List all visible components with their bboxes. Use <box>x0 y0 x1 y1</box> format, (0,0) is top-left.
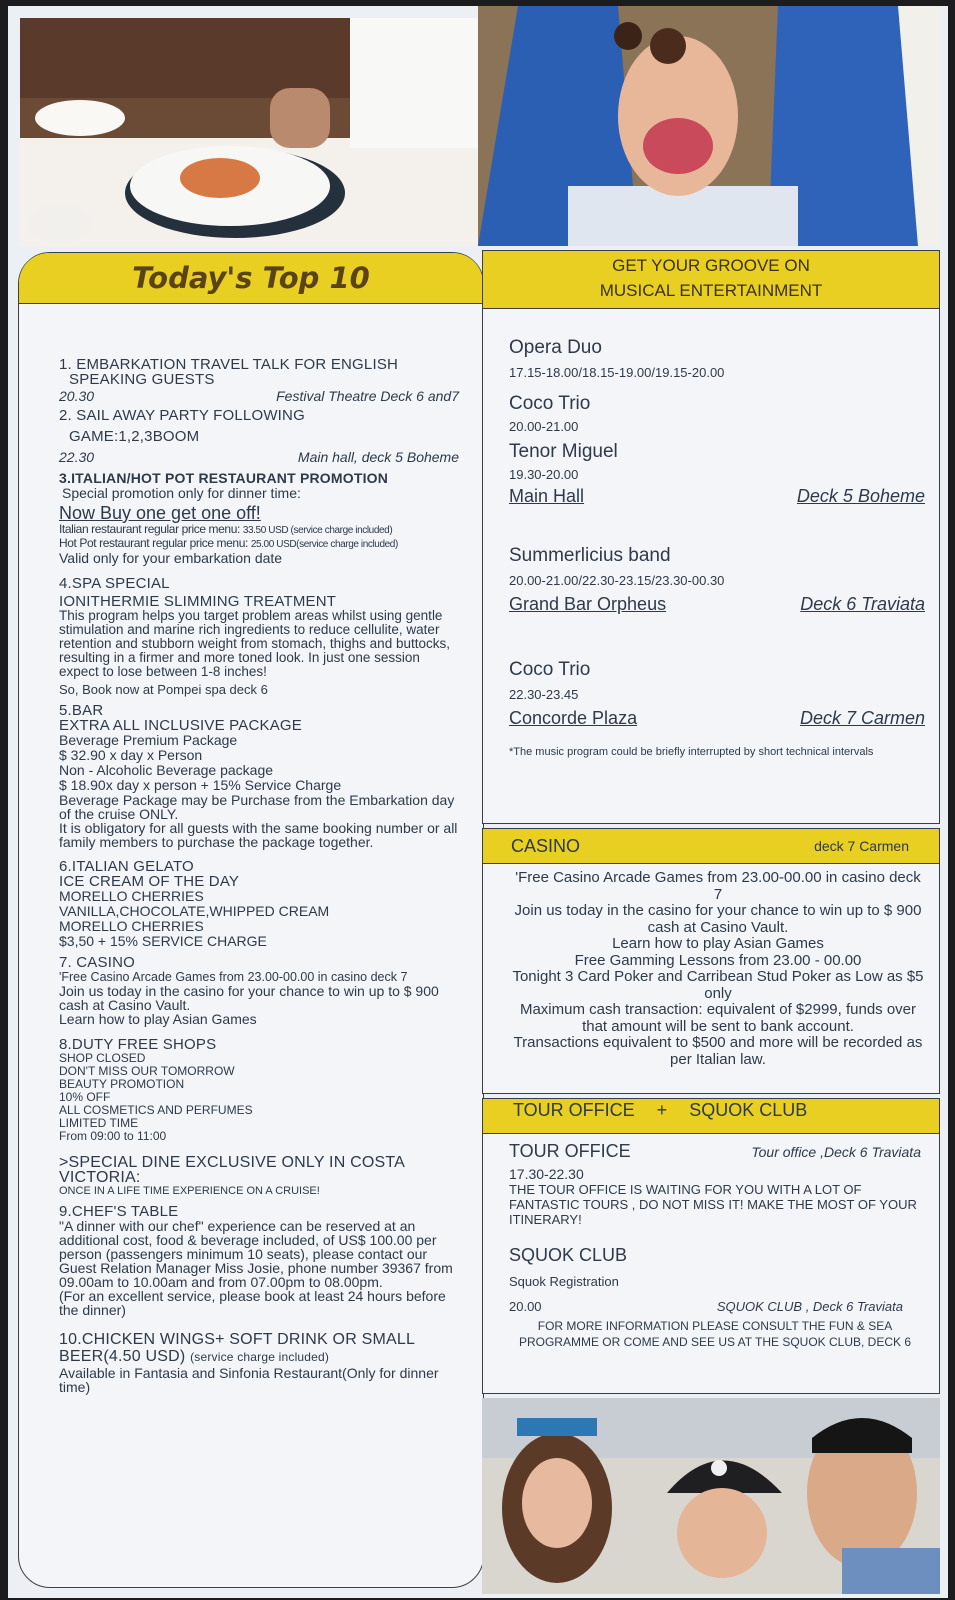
item-4-desc: This program helps you target problem areas whilst using gentle stimulation and marine rich ingredients to reduce cellulite, water retention and stubborn weight from stomach, thighs and buttocks, resulting in a firmer and more toned look. In just one session expect to lose between 1-8 inches! <box>59 608 450 679</box>
item-5-note1: Beverage Package may be Purchase from the Embarkation day of the cruise ONLY. <box>59 792 455 822</box>
opera-time: 17.15-18.00/18.15-19.00/19.15-20.00 <box>509 365 725 380</box>
tenor-name: Tenor Miguel <box>509 441 618 462</box>
item-9-title: 9.CHEF'S TABLE <box>59 1203 179 1220</box>
tour-office-time: 17.30-22.30 <box>509 1166 584 1182</box>
item-2-place: Main hall, deck 5 Boheme <box>297 449 459 465</box>
item-5-p2-price: $ 18.90x day x person + 15% Service Charge <box>59 777 342 793</box>
item-7-l3: Learn how to play Asian Games <box>59 1011 257 1027</box>
squok-loc: SQUOK CLUB , Deck 6 Traviata <box>716 1299 903 1314</box>
item-1-title-2: SPEAKING GUESTS <box>69 371 215 388</box>
tenor-time: 19.30-20.00 <box>509 467 579 482</box>
item-8-l1: SHOP CLOSED <box>59 1051 146 1065</box>
item-9-desc: "A dinner with our chef" experience can be reserved at an additional cost, food & beverage included, of US$ 100.00 per person (passengers minimum 10 seats), please contact our Guest Relation Manager Miss Josie, phone number 39367 from 09.00am to 10.00am and from 07.00pm to 08.00pm. <box>59 1218 453 1290</box>
tour-head-plus: + <box>656 1100 668 1120</box>
item-5-note2: It is obligatory for all guests with the same booking number or all family members to purchase the package together. <box>59 820 458 850</box>
item-6-title: 6.ITALIAN GELATO <box>59 858 194 875</box>
waterslide-photo <box>478 6 940 246</box>
summer-deck: Deck 6 Traviata <box>800 594 925 614</box>
summer-name: Summerlicius band <box>509 545 671 566</box>
tenor-deck: Deck 5 Boheme <box>796 486 925 506</box>
tour-header <box>483 1099 939 1134</box>
item-8-l4: 10% OFF <box>59 1090 111 1104</box>
item-2-title-2: GAME:1,2,3BOOM <box>69 428 200 445</box>
item-8 <box>59 1037 459 1143</box>
coco2-time: 22.30-23.45 <box>509 687 579 702</box>
squok-reg: Squok Registration <box>509 1274 619 1289</box>
item-4-sub: IONITHERMIE SLIMMING TREATMENT <box>59 593 337 610</box>
squok-time: 20.00 <box>509 1299 542 1314</box>
item-7-l1: 'Free Casino Arcade Games from 23.00-00.00 in casino deck 7 <box>59 970 408 984</box>
top10-list <box>59 353 459 1394</box>
summerlicius-band <box>509 545 925 615</box>
squok-more: FOR MORE INFORMATION PLEASE CONSULT THE FUN & SEA PROGRAMME OR COME AND SEE US AT THE SQUOK CLUB, DECK 6 <box>518 1319 912 1349</box>
special-sub: ONCE IN A LIFE TIME EXPERIENCE ON A CRUISE! <box>59 1185 320 1197</box>
tour-office-loc: Tour office ,Deck 6 Traviata <box>751 1144 921 1160</box>
item-10-tail: (service charge included) <box>190 1350 330 1364</box>
tenor-miguel <box>509 441 925 507</box>
item-6 <box>59 859 459 949</box>
opera-name: Opera Duo <box>509 337 602 358</box>
item-6-l4: $3,50 + 15% SERVICE CHARGE <box>59 933 267 949</box>
casino-panel <box>482 828 940 1094</box>
item-1-place: Festival Theatre Deck 6 and7 <box>276 388 459 404</box>
item-3 <box>59 471 459 566</box>
casino-l5: Tonight 3 Card Poker and Carribean Stud Poker as Low as $5 only <box>512 968 924 1002</box>
item-1-title: 1. EMBARKATION TRAVEL TALK FOR ENGLISH <box>59 356 399 373</box>
casino-l2: Join us today in the casino for your chance to win up to $ 900 cash at Casino Vault. <box>514 902 922 936</box>
pirate-kids-photo <box>482 1398 940 1594</box>
italian-label: Italian restaurant regular price menu: <box>59 522 240 536</box>
item-8-title: 8.DUTY FREE SHOPS <box>59 1036 217 1053</box>
opera-duo <box>509 337 925 380</box>
item-9 <box>59 1204 459 1317</box>
item-6-l1: MORELLO CHERRIES <box>59 888 204 904</box>
item-5-p2: Non - Alcoholic Beverage package <box>59 762 274 778</box>
groove-panel <box>482 250 940 824</box>
special-title: >SPECIAL DINE EXCLUSIVE ONLY IN COSTA VICTORIA: <box>59 1154 405 1186</box>
groove-header <box>483 251 939 309</box>
groove-title-2: MUSICAL ENTERTAINMENT <box>599 281 823 300</box>
coco1-time: 20.00-21.00 <box>509 419 579 434</box>
coco-trio-2 <box>509 659 925 729</box>
item-3-line: Special promotion only for dinner time: <box>62 485 301 501</box>
casino-text <box>483 864 939 1068</box>
item-8-l2: DON'T MISS OUR TOMORROW <box>59 1064 235 1078</box>
item-10 <box>59 1331 459 1394</box>
item-10-title: 10.CHICKEN WINGS+ SOFT DRINK OR SMALL BEER(4.50 USD) <box>59 1331 415 1365</box>
item-8-l6: LIMITED TIME <box>59 1116 139 1130</box>
item-4-title: 4.SPA SPECIAL <box>59 575 170 592</box>
item-4 <box>59 576 459 697</box>
flyer-sheet <box>8 6 948 1598</box>
coco2-deck: Deck 7 Carmen <box>799 708 925 728</box>
tour-office-block <box>509 1141 921 1227</box>
coco2-name: Coco Trio <box>509 659 591 680</box>
item-3-offer: Now Buy one get one off! <box>59 503 261 523</box>
item-3-title: 3.ITALIAN/HOT POT RESTAURANT PROMOTION <box>59 470 389 486</box>
tour-panel <box>482 1098 940 1394</box>
casino-l6: Maximum cash transaction: equivalent of $2999, funds over that amount will be sent to bank account. <box>519 1001 917 1035</box>
summer-venue: Grand Bar Orpheus <box>509 594 667 614</box>
item-5-title: 5.BAR <box>59 702 104 719</box>
item-7-title: 7. CASINO <box>59 954 135 971</box>
item-5-sub: EXTRA ALL INCLUSIVE PACKAGE <box>59 717 302 734</box>
hotpot-price: 25.00 USD(service charge included) <box>250 539 398 550</box>
item-8-l5: ALL COSMETICS AND PERFUMES <box>59 1103 253 1117</box>
tour-office-title: TOUR OFFICE <box>509 1141 631 1161</box>
item-2-time: 22.30 <box>59 449 95 465</box>
tenor-venue: Main Hall <box>509 486 585 506</box>
item-10-avail: Available in Fantasia and Sinfonia Restaurant(Only for dinner time) <box>59 1365 439 1395</box>
tour-head-b: SQUOK CLUB <box>689 1100 808 1120</box>
item-7 <box>59 955 459 1027</box>
groove-note: *The music program could be briefly interrupted by short technical intervals <box>509 746 874 758</box>
tour-head-a: TOUR OFFICE <box>513 1100 635 1120</box>
item-5-p1-price: $ 32.90 x day x Person <box>59 747 203 763</box>
casino-l7: Transactions equivalent to $500 and more will be recorded as per Italian law. <box>513 1034 923 1068</box>
squok-block <box>509 1245 921 1350</box>
item-2-title: 2. SAIL AWAY PARTY FOLLOWING <box>59 407 305 424</box>
coco1-name: Coco Trio <box>509 393 591 414</box>
casino-l1: 'Free Casino Arcade Games from 23.00-00.00 in casino deck 7 <box>515 869 921 903</box>
casino-l4: Free Gamming Lessons from 23.00 - 00.00 <box>574 951 862 969</box>
casino-title: CASINO <box>511 835 581 856</box>
top10-title: Today's Top 10 <box>132 261 370 295</box>
italian-price: 33.50 USD (service charge included) <box>242 525 393 536</box>
item-7-l2: Join us today in the casino for your chance to win up to $ 900 cash at Casino Vault. <box>59 983 439 1013</box>
item-6-l3: MORELLO CHERRIES <box>59 918 204 934</box>
item-5-p1: Beverage Premium Package <box>59 732 238 748</box>
casino-l3: Learn how to play Asian Games <box>612 935 824 952</box>
squok-title: SQUOK CLUB <box>509 1245 628 1265</box>
item-1-time: 20.30 <box>59 388 95 404</box>
item-8-l3: BEAUTY PROMOTION <box>59 1077 185 1091</box>
dining-photo <box>20 18 486 246</box>
item-8-l7: From 09:00 to 11:00 <box>59 1129 167 1143</box>
special-dine <box>59 1155 459 1198</box>
top10-panel <box>18 252 484 1588</box>
item-3-valid: Valid only for your embarkation date <box>59 550 283 566</box>
coco2-venue: Concorde Plaza <box>509 708 638 728</box>
hotpot-label: Hot Pot restaurant regular price menu: <box>59 536 248 550</box>
item-2 <box>59 408 459 465</box>
item-1 <box>59 357 459 404</box>
item-5 <box>59 703 459 849</box>
item-4-book: So, Book now at Pompei spa deck 6 <box>59 682 268 697</box>
tour-office-desc: THE TOUR OFFICE IS WAITING FOR YOU WITH A LOT OF FANTASTIC TOURS , DO NOT MISS IT! MAKE THE MOST OF YOUR ITINERARY! <box>509 1182 917 1227</box>
top10-header <box>19 253 483 304</box>
coco-trio-1 <box>509 393 925 434</box>
item-6-sub: ICE CREAM OF THE DAY <box>59 873 240 890</box>
item-9-note: (For an excellent service, please book at least 24 hours before the dinner) <box>59 1288 446 1318</box>
summer-time: 20.00-21.00/22.30-23.15/23.30-00.30 <box>509 573 725 588</box>
casino-header <box>483 829 939 864</box>
groove-title-1: GET YOUR GROOVE ON <box>612 256 810 275</box>
item-6-l2: VANILLA,CHOCOLATE,WHIPPED CREAM <box>59 903 330 919</box>
casino-deck: deck 7 Carmen <box>814 838 909 854</box>
